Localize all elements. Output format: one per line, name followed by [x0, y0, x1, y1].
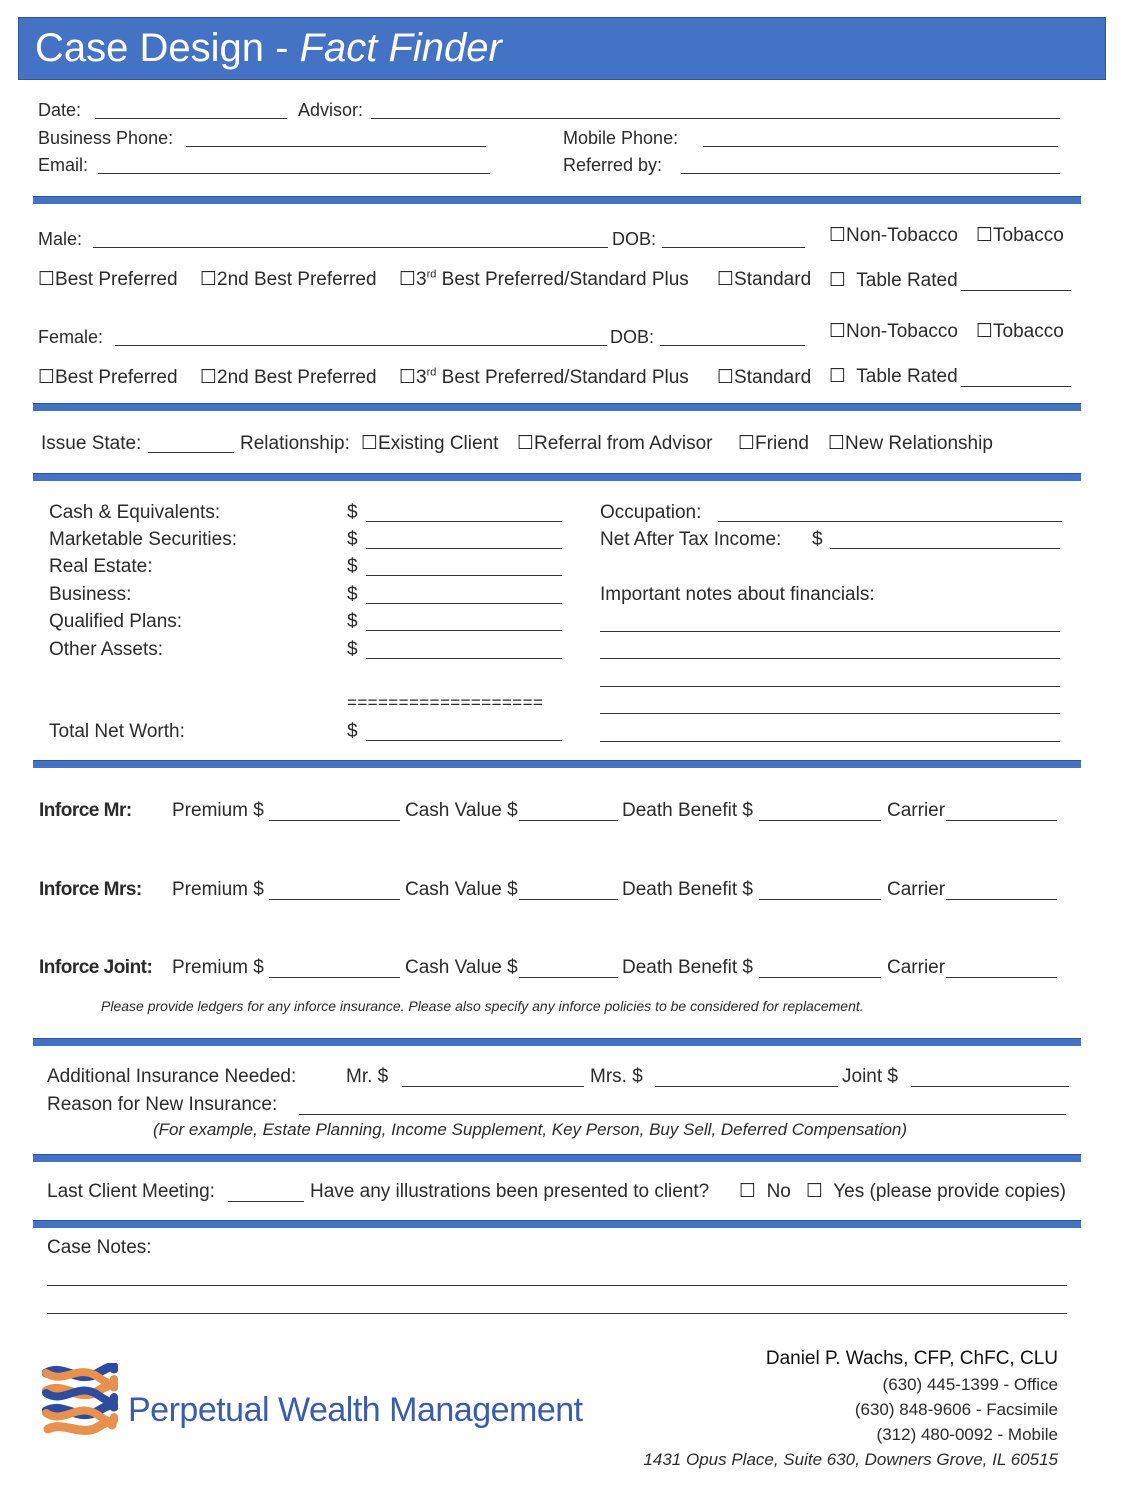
death-benefit-label: Death Benefit $: [622, 957, 753, 978]
date-label: Date:: [38, 100, 82, 120]
page-header: [18, 17, 1106, 80]
male-dob-field[interactable]: [662, 247, 805, 248]
total-net-worth-label: Total Net Worth:: [49, 721, 185, 742]
asset-label-qualified-plans: Qualified Plans:: [49, 611, 183, 632]
email-label: Email:: [38, 155, 89, 175]
cash-value-label: Cash Value $: [405, 800, 518, 821]
other-assets-field[interactable]: [366, 658, 562, 659]
business-phone-label: Business Phone:: [38, 128, 174, 148]
premium-label: Premium $: [172, 957, 264, 978]
inforce-joint-label: Inforce Joint:: [39, 957, 153, 978]
inforce-mr-premium-field[interactable]: [269, 820, 400, 821]
male-non-tobacco-checkbox[interactable]: ☐Non-Tobacco: [829, 225, 958, 246]
case-notes-label: Case Notes:: [47, 1237, 152, 1258]
fax-number: (630) 848-9606 - Facsimile: [854, 1400, 1058, 1419]
female-standard-checkbox[interactable]: ☐Standard: [717, 367, 812, 388]
illustrations-question: Have any illustrations been presented to client?: [310, 1181, 710, 1202]
male-standard-checkbox[interactable]: ☐Standard: [717, 269, 812, 290]
office-address: 1431 Opus Place, Suite 630, Downers Grove, IL 60515: [643, 1450, 1058, 1469]
premium-label: Premium $: [172, 800, 264, 821]
female-dob-label: DOB:: [610, 327, 655, 347]
female-non-tobacco-checkbox[interactable]: ☐Non-Tobacco: [829, 321, 958, 342]
company-logo-icon: [42, 1363, 118, 1439]
case-notes-line[interactable]: [47, 1313, 1067, 1314]
issue-state-label: Issue State:: [41, 433, 142, 454]
section-divider: [33, 473, 1081, 481]
dollar-sign: $: [347, 556, 358, 577]
occupation-field[interactable]: [718, 521, 1062, 522]
date-field[interactable]: [95, 118, 287, 119]
financial-notes-line[interactable]: [600, 658, 1060, 659]
female-table-rated-checkbox[interactable]: ☐ Table Rated: [829, 366, 958, 387]
female-best-preferred-checkbox[interactable]: ☐Best Preferred: [38, 367, 178, 388]
referral-from-advisor-checkbox[interactable]: ☐Referral from Advisor: [517, 433, 713, 454]
inforce-note: Please provide ledgers for any inforce insurance. Please also specify any inforce policies to be considered for replacement.: [101, 998, 864, 1014]
section-divider: [33, 196, 1081, 204]
advisor-field[interactable]: [371, 118, 1060, 119]
female-dob-field[interactable]: [660, 345, 805, 346]
female-table-rated-field[interactable]: [961, 386, 1071, 387]
carrier-label: Carrier: [887, 800, 946, 821]
inforce-joint-cash-value-field[interactable]: [519, 977, 618, 978]
relationship-label: Relationship:: [240, 433, 350, 454]
additional-mrs-label: Mrs. $: [590, 1066, 643, 1087]
section-divider: [33, 760, 1081, 768]
total-net-worth-field[interactable]: [366, 740, 562, 741]
business-phone-field[interactable]: [186, 146, 486, 147]
asset-label-other: Other Assets:: [49, 639, 164, 660]
cash-value-label: Cash Value $: [405, 879, 518, 900]
inforce-mrs-premium-field[interactable]: [269, 899, 400, 900]
male-table-rated-field[interactable]: [961, 290, 1071, 291]
asset-label-business: Business:: [49, 584, 132, 605]
net-income-field[interactable]: [830, 548, 1060, 549]
inforce-mrs-label: Inforce Mrs:: [39, 879, 142, 900]
new-relationship-checkbox[interactable]: ☐New Relationship: [828, 433, 993, 454]
dollar-sign: $: [347, 721, 358, 742]
carrier-label: Carrier: [887, 957, 946, 978]
inforce-mrs-cash-value-field[interactable]: [519, 899, 618, 900]
reason-examples: (For example, Estate Planning, Income Supplement, Key Person, Buy Sell, Deferred Compensation): [153, 1120, 908, 1139]
inforce-mrs-carrier-field[interactable]: [946, 899, 1057, 900]
female-3rd-best-preferred-checkbox[interactable]: ☐3rd Best Preferred/Standard Plus: [399, 366, 689, 388]
financial-notes-line[interactable]: [600, 713, 1060, 714]
mobile-number: (312) 480-0092 - Mobile: [876, 1425, 1058, 1444]
occupation-label: Occupation:: [600, 502, 702, 523]
reason-label: Reason for New Insurance:: [47, 1094, 278, 1115]
net-income-label: Net After Tax Income:: [600, 529, 782, 550]
cash-value-label: Cash Value $: [405, 957, 518, 978]
advisor-label: Advisor:: [298, 100, 364, 120]
male-table-rated-checkbox[interactable]: ☐ Table Rated: [829, 270, 958, 291]
reason-field[interactable]: [299, 1114, 1066, 1115]
last-meeting-label: Last Client Meeting:: [47, 1181, 215, 1202]
issue-state-field[interactable]: [148, 452, 234, 453]
death-benefit-label: Death Benefit $: [622, 879, 753, 900]
inforce-joint-death-benefit-field[interactable]: [759, 977, 881, 978]
female-name-field[interactable]: [115, 345, 607, 346]
financial-notes-line[interactable]: [600, 741, 1060, 742]
asset-label-cash: Cash & Equivalents:: [49, 502, 221, 523]
mobile-phone-label: Mobile Phone:: [563, 128, 679, 148]
dollar-sign: $: [812, 529, 823, 550]
male-best-preferred-checkbox[interactable]: ☐Best Preferred: [38, 269, 178, 290]
dollar-sign: $: [347, 639, 358, 660]
financial-notes-line[interactable]: [600, 686, 1060, 687]
inforce-mr-death-benefit-field[interactable]: [759, 820, 881, 821]
additional-joint-field[interactable]: [911, 1086, 1069, 1087]
financial-notes-line[interactable]: [600, 631, 1060, 632]
premium-label: Premium $: [172, 879, 264, 900]
illustrations-yes-checkbox[interactable]: ☐ Yes (please provide copies): [806, 1181, 1066, 1202]
inforce-mr-carrier-field[interactable]: [946, 820, 1057, 821]
referred-by-label: Referred by:: [563, 155, 663, 175]
carrier-label: Carrier: [887, 879, 946, 900]
referred-by-field[interactable]: [681, 173, 1060, 174]
inforce-mr-cash-value-field[interactable]: [519, 820, 618, 821]
email-field[interactable]: [98, 173, 490, 174]
additional-mr-label: Mr. $: [346, 1066, 389, 1087]
page-title: Case Design - Fact Finder: [35, 26, 502, 70]
additional-insurance-label: Additional Insurance Needed:: [47, 1066, 297, 1087]
section-divider: [33, 1220, 1081, 1228]
male-name-field[interactable]: [93, 247, 608, 248]
additional-mr-field[interactable]: [402, 1086, 584, 1087]
company-name: Perpetual Wealth Management: [128, 1391, 583, 1429]
death-benefit-label: Death Benefit $: [622, 800, 753, 821]
asset-label-securities: Marketable Securities:: [49, 529, 237, 550]
financial-notes-label: Important notes about financials:: [600, 584, 875, 605]
securities-field[interactable]: [366, 548, 562, 549]
case-notes-line[interactable]: [47, 1285, 1067, 1286]
existing-client-checkbox[interactable]: ☐Existing Client: [361, 433, 499, 454]
business-field[interactable]: [366, 603, 562, 604]
male-2nd-best-preferred-checkbox[interactable]: ☐2nd Best Preferred: [200, 269, 377, 290]
asset-label-real-estate: Real Estate:: [49, 556, 153, 577]
last-meeting-field[interactable]: [228, 1201, 304, 1202]
female-2nd-best-preferred-checkbox[interactable]: ☐2nd Best Preferred: [200, 367, 377, 388]
male-tobacco-checkbox[interactable]: ☐Tobacco: [976, 225, 1064, 246]
illustrations-no-checkbox[interactable]: ☐ No: [739, 1181, 791, 1202]
dollar-sign: $: [347, 584, 358, 605]
section-divider: [33, 403, 1081, 411]
inforce-joint-carrier-field[interactable]: [946, 977, 1057, 978]
inforce-joint-premium-field[interactable]: [269, 977, 400, 978]
section-divider: [33, 1154, 1081, 1162]
real-estate-field[interactable]: [366, 575, 562, 576]
additional-joint-label: Joint $: [842, 1066, 898, 1087]
total-separator: ===================: [347, 693, 544, 712]
dollar-sign: $: [347, 611, 358, 632]
office-phone: (630) 445-1399 - Office: [882, 1375, 1058, 1394]
section-divider: [33, 1038, 1081, 1046]
male-dob-label: DOB:: [612, 229, 657, 249]
female-label: Female:: [38, 327, 104, 347]
friend-checkbox[interactable]: ☐Friend: [738, 433, 809, 454]
male-3rd-best-preferred-checkbox[interactable]: ☐3rd Best Preferred/Standard Plus: [399, 268, 689, 290]
male-label: Male:: [38, 229, 83, 249]
inforce-mr-label: Inforce Mr:: [39, 800, 132, 821]
female-tobacco-checkbox[interactable]: ☐Tobacco: [976, 321, 1064, 342]
inforce-mrs-death-benefit-field[interactable]: [759, 899, 881, 900]
mobile-phone-field[interactable]: [703, 146, 1058, 147]
qualified-plans-field[interactable]: [366, 630, 562, 631]
additional-mrs-field[interactable]: [655, 1086, 838, 1087]
dollar-sign: $: [347, 529, 358, 550]
cash-field[interactable]: [366, 521, 562, 522]
dollar-sign: $: [347, 502, 358, 523]
advisor-name: Daniel P. Wachs, CFP, ChFC, CLU: [765, 1348, 1058, 1369]
